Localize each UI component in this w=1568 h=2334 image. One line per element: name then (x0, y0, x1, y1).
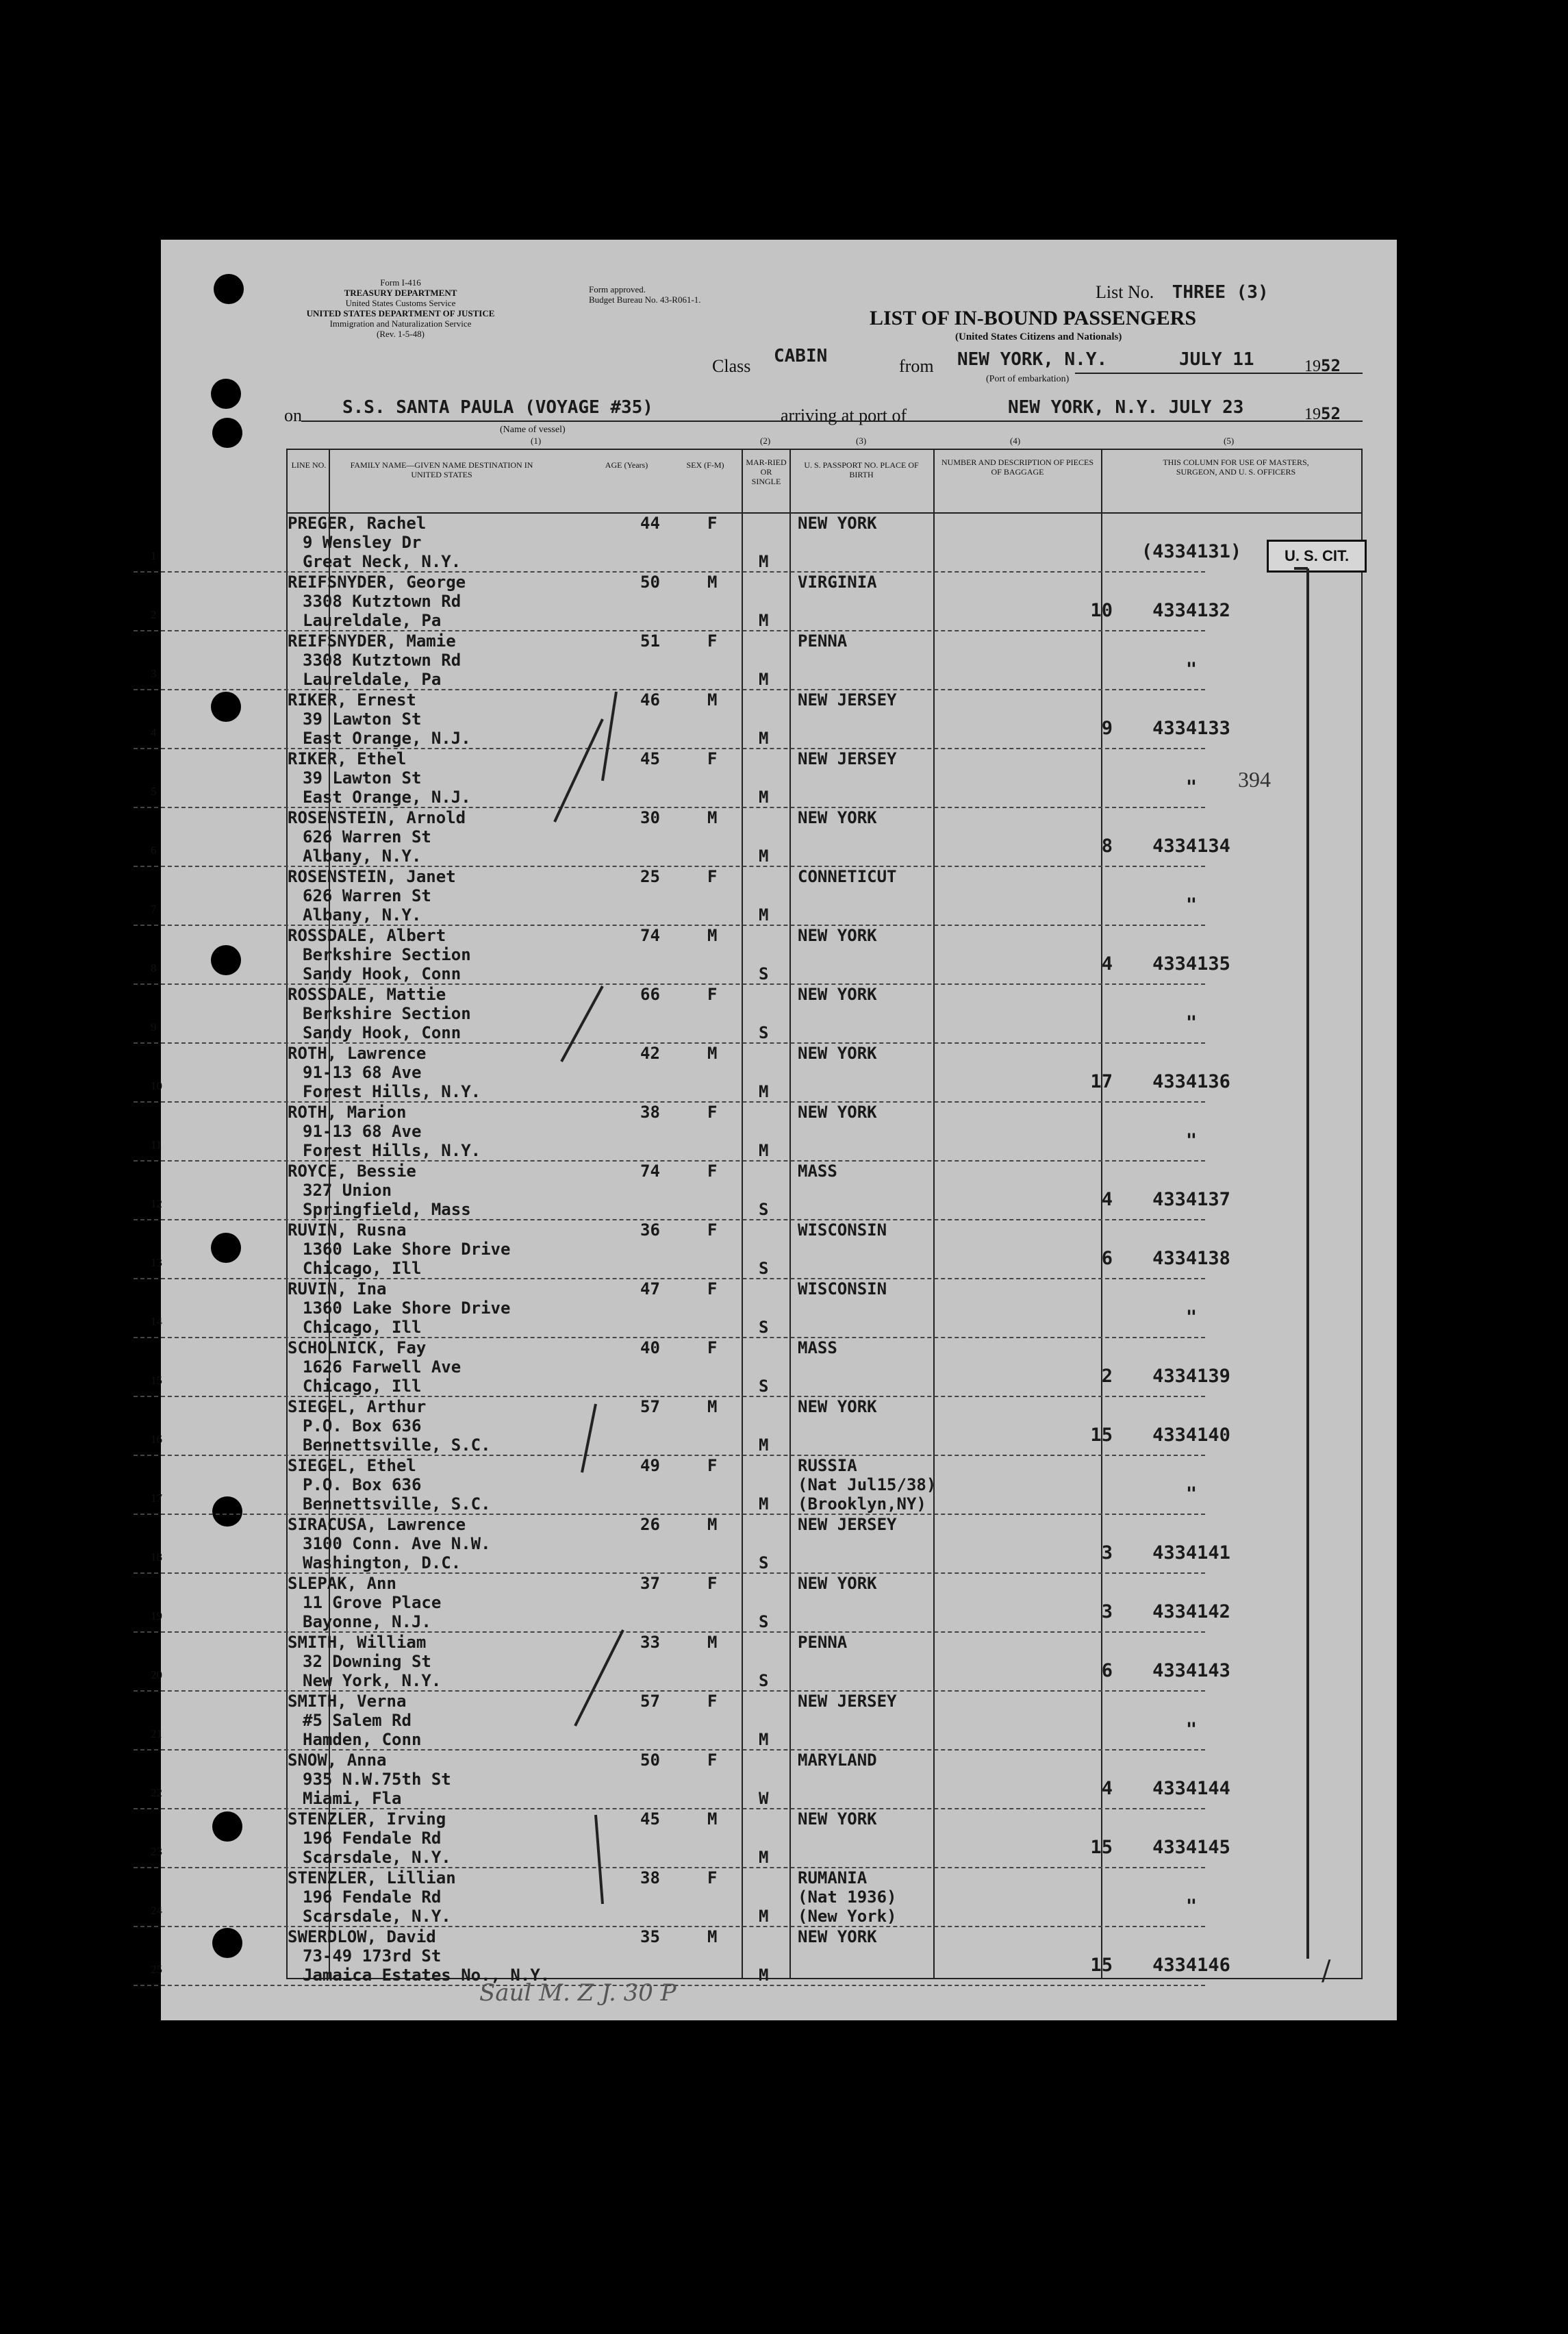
passenger-sex: F (707, 1750, 718, 1770)
address-line-1: 11 Grove Place (303, 1593, 442, 1612)
year-prefix: 19 (1304, 357, 1321, 375)
address-line-1: Berkshire Section (303, 1004, 471, 1023)
birthplace: NEW JERSEY (798, 1692, 897, 1711)
address-line-1: 39 Lawton St (303, 768, 422, 788)
address-line-1: 196 Fendale Rd (303, 1887, 442, 1907)
line-number: 6 (151, 844, 157, 857)
officer-number: 4334134 (1152, 836, 1230, 857)
address-line-2: East Orange, N.J. (303, 729, 471, 748)
header-baggage: NUMBER AND DESCRIPTION OF PIECES OF BAGGAGE (941, 457, 1094, 477)
officer-number: 4334138 (1152, 1248, 1230, 1269)
line-number: 15 (151, 1374, 162, 1387)
birthplace: MASS (798, 1338, 837, 1357)
line-number: 16 (151, 1433, 162, 1446)
marital-status: M (759, 1966, 769, 1985)
officer-number: 4334136 (1152, 1071, 1230, 1092)
line-number: 2 (151, 608, 157, 621)
address-line-2: Laureldale, Pa (303, 611, 442, 630)
passenger-age: 45 (640, 1809, 660, 1829)
line-number: 24 (151, 1904, 162, 1917)
officer-number: 4334143 (1152, 1660, 1230, 1681)
passenger-name: RUVIN, Ina (288, 1279, 387, 1298)
marital-status: S (759, 1553, 769, 1572)
marital-status: S (759, 1200, 769, 1219)
passenger-sex: M (707, 573, 718, 592)
officer-number: 4334145 (1152, 1837, 1230, 1858)
birthplace: NEW YORK (798, 1809, 877, 1829)
address-line-1: 1626 Farwell Ave (303, 1357, 461, 1377)
marital-status: M (759, 1730, 769, 1749)
baggage-count: 15 (1090, 1425, 1113, 1446)
passenger-name: STENZLER, Lillian (288, 1868, 456, 1887)
passenger-age: 35 (640, 1927, 660, 1946)
passenger-name: ROTH, Marion (288, 1103, 407, 1122)
birthplace: RUMANIA (798, 1868, 868, 1887)
address-line-2: Forest Hills, N.Y. (303, 1082, 481, 1101)
on-label: on (284, 405, 302, 425)
address-line-1: 626 Warren St (303, 827, 431, 846)
address-line-2: Great Neck, N.Y. (303, 552, 461, 571)
marital-status: M (759, 788, 769, 807)
class-value: CABIN (774, 346, 828, 366)
passenger-sex: F (707, 1162, 718, 1181)
line-number: 14 (151, 1315, 162, 1328)
birthplace: NEW JERSEY (798, 749, 897, 768)
page-title: LIST OF IN-BOUND PASSENGERS (870, 307, 1197, 329)
marital-status: M (759, 552, 769, 571)
passenger-sex: F (707, 985, 718, 1004)
baggage-count: 10 (1090, 600, 1113, 621)
marital-status: M (759, 670, 769, 689)
passenger-name: ROSSDALE, Mattie (288, 985, 446, 1004)
birthplace: MASS (798, 1162, 837, 1181)
marital-status: M (759, 611, 769, 630)
depart-date: JULY 11 (1179, 349, 1254, 370)
birthplace: NEW YORK (798, 1574, 877, 1593)
address-line-2: Scarsdale, N.Y. (303, 1848, 451, 1867)
passenger-name: ROSENSTEIN, Janet (288, 867, 456, 886)
address-line-2: Sandy Hook, Conn (303, 964, 461, 983)
passenger-name: PREGER, Rachel (288, 514, 427, 533)
baggage-count: 8 (1101, 836, 1113, 857)
line-number: 5 (151, 785, 157, 798)
passenger-sex: F (707, 749, 718, 768)
budget-note: Budget Bureau No. 43-R061-1. (589, 294, 701, 305)
naturalization-place: (New York) (798, 1907, 897, 1926)
address-line-2: Miami, Fla (303, 1789, 402, 1808)
baggage-count: 3 (1101, 1542, 1113, 1564)
address-line-1: 626 Warren St (303, 886, 431, 905)
passenger-sex: M (707, 1397, 718, 1416)
address-line-2: New York, N.Y. (303, 1671, 442, 1690)
arrival-port-date: NEW YORK, N.Y. JULY 23 (1008, 397, 1244, 418)
line-number: 10 (151, 1079, 162, 1092)
address-line-2: Sandy Hook, Conn (303, 1023, 461, 1042)
arriving-label: arriving at port of (781, 405, 907, 425)
passenger-age: 49 (640, 1456, 660, 1475)
dept-treasury-sub: United States Customs Service (345, 298, 456, 308)
passenger-age: 25 (640, 867, 660, 886)
address-line-1: 32 Downing St (303, 1652, 431, 1671)
address-line-2: Forest Hills, N.Y. (303, 1141, 481, 1160)
address-line-1: 73-49 173rd St (303, 1946, 442, 1966)
form-revision: (Rev. 1-5-48) (377, 329, 425, 339)
passenger-age: 38 (640, 1103, 660, 1122)
marital-status: M (759, 1848, 769, 1867)
passenger-sex: M (707, 1809, 718, 1829)
dept-justice-sub: Immigration and Naturalization Service (329, 318, 472, 329)
officer-number: " (1185, 1483, 1198, 1505)
address-line-1: 91-13 68 Ave (303, 1063, 422, 1082)
passenger-name: REIFSNYDER, Mamie (288, 631, 456, 651)
line-number: 8 (151, 962, 157, 975)
passenger-name: SIEGEL, Ethel (288, 1456, 416, 1475)
birthplace: PENNA (798, 1633, 848, 1652)
address-line-1: 9 Wensley Dr (303, 533, 422, 552)
birthplace: NEW YORK (798, 1927, 877, 1946)
address-line-2: Bayonne, N.J. (303, 1612, 431, 1631)
passenger-age: 44 (640, 514, 660, 533)
officer-number: " (1185, 777, 1198, 798)
address-line-1: 91-13 68 Ave (303, 1122, 422, 1141)
vessel-note: (Name of vessel) (500, 425, 566, 435)
officer-number: 4334146 (1152, 1955, 1230, 1976)
address-line-1: 1360 Lake Shore Drive (303, 1298, 511, 1318)
officer-number: 4334132 (1152, 600, 1230, 621)
baggage-count: 15 (1090, 1837, 1113, 1858)
marital-status: S (759, 1318, 769, 1337)
officer-number: 4334139 (1152, 1366, 1230, 1387)
col-number: (3) (856, 436, 867, 446)
line-number: 12 (151, 1197, 162, 1210)
baggage-count: 4 (1101, 953, 1113, 975)
from-label: from (899, 356, 934, 376)
header-name: FAMILY NAME—GIVEN NAME DESTINATION IN UNITED STATES (350, 460, 533, 479)
baggage-count: 17 (1090, 1071, 1113, 1092)
officer-number: 4334141 (1152, 1542, 1230, 1564)
passenger-sex: F (707, 631, 718, 651)
passenger-age: 74 (640, 926, 660, 945)
naturalization-note: (Nat Jul15/38) (798, 1475, 937, 1494)
header-officers: THIS COLUMN FOR USE OF MASTERS, SURGEON, AND U. S. OFFICERS (1163, 457, 1309, 477)
birthplace: PENNA (798, 631, 848, 651)
passenger-sex: F (707, 1456, 718, 1475)
header-passport: U. S. PASSPORT NO. PLACE OF BIRTH (804, 460, 919, 479)
birthplace: WISCONSIN (798, 1220, 887, 1240)
marital-status: M (759, 905, 769, 925)
address-line-2: Chicago, Ill (303, 1259, 422, 1278)
birthplace: NEW YORK (798, 808, 877, 827)
year-prefix: 19 (1304, 405, 1321, 423)
margin-note: 394 (1238, 767, 1271, 792)
marital-status: M (759, 1907, 769, 1926)
passenger-name: ROSENSTEIN, Arnold (288, 808, 466, 827)
list-label: List No. (1096, 282, 1154, 302)
birthplace: RUSSIA (798, 1456, 857, 1475)
officer-number: (4334131) (1141, 541, 1242, 562)
birthplace: NEW YORK (798, 514, 877, 533)
header-sex: SEX (F-M) (686, 460, 724, 470)
address-line-2: Albany, N.Y. (303, 905, 422, 925)
address-line-1: P.O. Box 636 (303, 1416, 422, 1435)
passenger-age: 51 (640, 631, 660, 651)
baggage-count: 6 (1101, 1248, 1113, 1269)
officer-number: 4334135 (1152, 953, 1230, 975)
address-line-2: Chicago, Ill (303, 1377, 422, 1396)
passenger-age: 66 (640, 985, 660, 1004)
birthplace: WISCONSIN (798, 1279, 887, 1298)
birthplace: NEW YORK (798, 985, 877, 1004)
address-line-2: Springfield, Mass (303, 1200, 471, 1219)
col-number: (4) (1010, 436, 1021, 446)
check-stroke (575, 1630, 623, 1726)
passenger-name: ROYCE, Bessie (288, 1162, 416, 1181)
address-line-1: Berkshire Section (303, 945, 471, 964)
marital-status: S (759, 964, 769, 983)
birthplace: NEW YORK (798, 1397, 877, 1416)
passenger-age: 37 (640, 1574, 660, 1593)
passenger-sex: F (707, 1692, 718, 1711)
check-stroke (555, 719, 603, 822)
officer-number: " (1185, 894, 1198, 916)
marital-status: S (759, 1671, 769, 1690)
form-number: Form I-416 (380, 277, 421, 288)
address-line-1: 39 Lawton St (303, 710, 422, 729)
marital-status: S (759, 1023, 769, 1042)
passenger-age: 47 (640, 1279, 660, 1298)
embark-note: (Port of embarkation) (986, 374, 1070, 384)
dept-treasury: TREASURY DEPARTMENT (344, 288, 457, 298)
line-number: 11 (151, 1138, 162, 1151)
passenger-name: SCHOLNICK, Fay (288, 1338, 427, 1357)
depart-year-value: 52 (1321, 356, 1341, 375)
check-stroke (596, 1815, 603, 1904)
birthplace: CONNETICUT (798, 867, 897, 886)
baggage-count: 9 (1101, 718, 1113, 739)
passenger-sex: F (707, 1279, 718, 1298)
marital-status: S (759, 1612, 769, 1631)
address-line-1: 3308 Kutztown Rd (303, 651, 461, 670)
address-line-2: Bennettsville, S.C. (303, 1494, 491, 1514)
address-line-1: 935 N.W.75th St (303, 1770, 451, 1789)
passenger-sex: F (707, 1338, 718, 1357)
passenger-name: RIKER, Ernest (288, 690, 416, 710)
officer-number: 4334140 (1152, 1425, 1230, 1446)
baggage-count: 4 (1101, 1778, 1113, 1799)
line-number: 21 (151, 1727, 162, 1740)
address-line-2: Chicago, Ill (303, 1318, 422, 1337)
passenger-name: REIFSNYDER, George (288, 573, 466, 592)
line-number: 19 (151, 1609, 162, 1622)
passenger-sex: F (707, 1868, 718, 1887)
line-number: 25 (151, 1963, 162, 1976)
passenger-age: 50 (640, 573, 660, 592)
passenger-sex: M (707, 690, 718, 710)
address-line-2: Jamaica Estates No., N.Y. (303, 1966, 551, 1985)
birthplace: NEW YORK (798, 926, 877, 945)
passenger-sex: M (707, 1515, 718, 1534)
check-stroke (561, 986, 603, 1062)
address-line-2: Hamden, Conn (303, 1730, 422, 1749)
officer-number: 4334144 (1152, 1778, 1230, 1799)
baggage-count: 3 (1101, 1601, 1113, 1622)
signature: Saul M. Z J. 30 P (479, 1979, 676, 2007)
line-number: 13 (151, 1256, 162, 1269)
officer-number: 4334142 (1152, 1601, 1230, 1622)
passenger-sex: M (707, 926, 718, 945)
marital-status: W (759, 1789, 769, 1808)
arrive-year-value: 52 (1321, 404, 1341, 423)
officer-number: " (1185, 1719, 1198, 1740)
passenger-name: STENZLER, Irving (288, 1809, 446, 1829)
header-married: MAR-RIED OR SINGLE (746, 457, 787, 486)
class-label: Class (712, 356, 751, 376)
approved-note: Form approved. (589, 284, 646, 294)
embark-port: NEW YORK, N.Y. (957, 349, 1108, 370)
vessel-name: S.S. SANTA PAULA (VOYAGE #35) (342, 397, 653, 418)
line-number: 20 (151, 1668, 162, 1681)
address-line-1: 3100 Conn. Ave N.W. (303, 1534, 491, 1553)
address-line-2: Albany, N.Y. (303, 846, 422, 866)
line-number: 23 (151, 1845, 162, 1858)
marital-status: S (759, 1377, 769, 1396)
passenger-age: 26 (640, 1515, 660, 1534)
passenger-name: SLEPAK, Ann (288, 1574, 396, 1593)
passenger-age: 36 (640, 1220, 660, 1240)
us-citizen-stamp: U. S. CIT. (1267, 540, 1367, 573)
naturalization-note: (Nat 1936) (798, 1887, 897, 1907)
marital-status: M (759, 729, 769, 748)
address-line-1: 1360 Lake Shore Drive (303, 1240, 511, 1259)
address-line-1: P.O. Box 636 (303, 1475, 422, 1494)
address-line-2: Washington, D.C. (303, 1553, 461, 1572)
list-value: THREE (3) (1172, 282, 1269, 303)
officer-number: " (1185, 1130, 1198, 1151)
baggage-count: 6 (1101, 1660, 1113, 1681)
passenger-sex: F (707, 514, 718, 533)
passenger-age: 30 (640, 808, 660, 827)
passenger-sex: M (707, 1044, 718, 1063)
line-number: 3 (151, 667, 157, 680)
officer-number: " (1185, 1012, 1198, 1033)
passenger-sex: F (707, 1220, 718, 1240)
marital-status: M (759, 1082, 769, 1101)
marital-status: M (759, 1141, 769, 1160)
passenger-name: SNOW, Anna (288, 1750, 387, 1770)
passenger-name: RUVIN, Rusna (288, 1220, 407, 1240)
line-number: 7 (151, 903, 157, 916)
address-line-2: Scarsdale, N.Y. (303, 1907, 451, 1926)
passenger-name: SMITH, Verna (288, 1692, 407, 1711)
col-number: (5) (1224, 436, 1235, 446)
address-line-1: 327 Union (303, 1181, 392, 1200)
header-line-no: LINE NO. (291, 460, 327, 470)
passenger-age: 40 (640, 1338, 660, 1357)
dept-justice: UNITED STATES DEPARTMENT OF JUSTICE (306, 308, 495, 318)
passenger-sex: M (707, 1927, 718, 1946)
line-number: 22 (151, 1786, 162, 1799)
passenger-age: 74 (640, 1162, 660, 1181)
col-number: (2) (760, 436, 771, 446)
naturalization-place: (Brooklyn,NY) (798, 1494, 926, 1514)
check-stroke (603, 692, 616, 781)
passenger-age: 50 (640, 1750, 660, 1770)
passenger-name: SIRACUSA, Lawrence (288, 1515, 466, 1534)
passenger-name: SMITH, William (288, 1633, 427, 1652)
address-line-1: #5 Salem Rd (303, 1711, 412, 1730)
marital-status: S (759, 1259, 769, 1278)
birthplace: NEW JERSEY (798, 1515, 897, 1534)
passenger-name: SWERDLOW, David (288, 1927, 436, 1946)
officer-number: " (1185, 1307, 1198, 1328)
baggage-count: 15 (1090, 1955, 1113, 1976)
final-tick: / (1322, 1955, 1331, 1987)
address-line-1: 3308 Kutztown Rd (303, 592, 461, 611)
passenger-name: RIKER, Ethel (288, 749, 407, 768)
birthplace: NEW YORK (798, 1103, 877, 1122)
baggage-count: 2 (1101, 1366, 1113, 1387)
birthplace: VIRGINIA (798, 573, 877, 592)
line-number: 17 (151, 1492, 162, 1505)
marital-status: M (759, 1494, 769, 1514)
check-stroke (582, 1404, 596, 1472)
passenger-age: 46 (640, 690, 660, 710)
officer-number: " (1185, 659, 1198, 680)
line-number: 4 (151, 726, 157, 739)
passenger-age: 42 (640, 1044, 660, 1063)
marital-status: M (759, 846, 769, 866)
passenger-age: 57 (640, 1397, 660, 1416)
address-line-2: Laureldale, Pa (303, 670, 442, 689)
line-number: 9 (151, 1020, 157, 1033)
passenger-sex: F (707, 1574, 718, 1593)
birthplace: MARYLAND (798, 1750, 877, 1770)
passenger-sex: M (707, 1633, 718, 1652)
passenger-age: 38 (640, 1868, 660, 1887)
line-number: 18 (151, 1551, 162, 1564)
line-number: 1 (151, 549, 157, 562)
birthplace: NEW YORK (798, 1044, 877, 1063)
passenger-name: ROTH, Lawrence (288, 1044, 427, 1063)
page-subtitle: (United States Citizens and Nationals) (955, 331, 1122, 342)
passenger-sex: F (707, 1103, 718, 1122)
birthplace: NEW JERSEY (798, 690, 897, 710)
passenger-age: 33 (640, 1633, 660, 1652)
officer-number: 4334137 (1152, 1189, 1230, 1210)
officer-number: " (1185, 1896, 1198, 1917)
baggage-count: 4 (1101, 1189, 1113, 1210)
passenger-age: 57 (640, 1692, 660, 1711)
passenger-name: ROSSDALE, Albert (288, 926, 446, 945)
header-age: AGE (Years) (605, 460, 648, 470)
col-number: (1) (531, 436, 542, 446)
passenger-name: SIEGEL, Arthur (288, 1397, 427, 1416)
passenger-sex: M (707, 808, 718, 827)
officer-number: 4334133 (1152, 718, 1230, 739)
passenger-sex: F (707, 867, 718, 886)
address-line-2: East Orange, N.J. (303, 788, 471, 807)
marital-status: M (759, 1435, 769, 1455)
passenger-age: 45 (640, 749, 660, 768)
address-line-1: 196 Fendale Rd (303, 1829, 442, 1848)
address-line-2: Bennettsville, S.C. (303, 1435, 491, 1455)
